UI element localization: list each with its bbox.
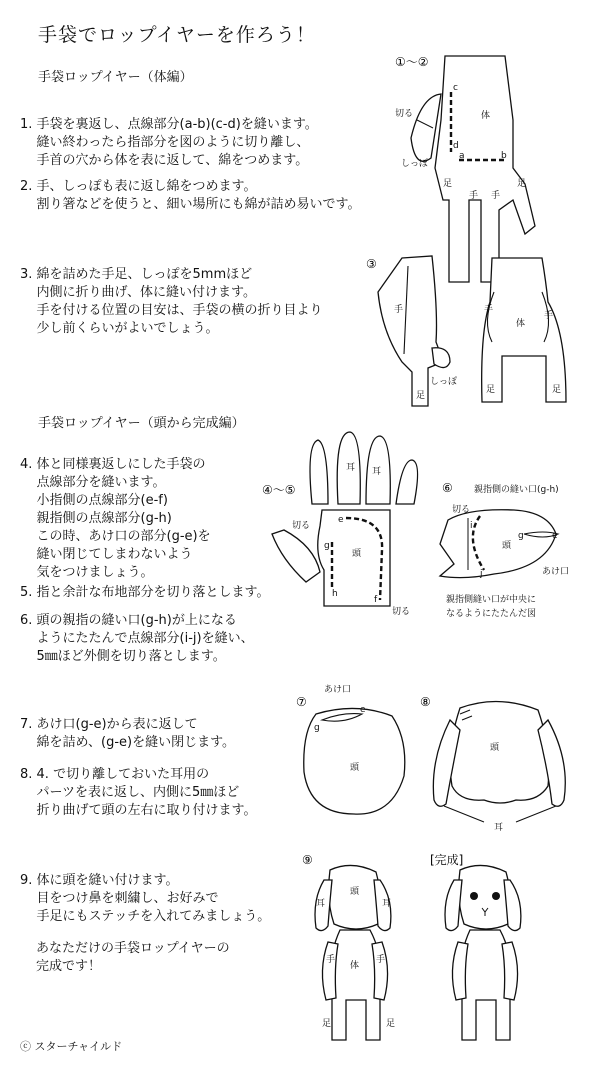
svg-text:足: 足	[322, 1019, 332, 1029]
svg-text:頭: 頭	[350, 887, 360, 897]
step-4: 4. 体と同様裏返しにした手袋の 点線部分を縫います。 小指側の点線部分(e-f) 親指側の点線部分(g-h) この時、あけ口の部分(g-e)を 縫い閉じてしまわないよう 気をつけましょう。	[20, 457, 211, 580]
figure-9	[300, 850, 410, 1050]
step-5: 5. 指と余計な布地部分を切り落とします。	[20, 585, 270, 600]
step-9: 9. 体に頭を縫い付けます。 目をつけ鼻を刺繍し、お好みで 手足にもステッチを入れてみましょう。	[20, 873, 271, 924]
svg-text:足: 足	[517, 179, 527, 189]
page-title: 手袋でロップイヤーを作ろう！	[38, 24, 316, 46]
head-with-ears	[450, 701, 549, 803]
svg-text:足: 足	[552, 385, 562, 395]
left-eye	[470, 892, 478, 900]
svg-text:なるようにたたんだ図: なるようにたたんだ図	[446, 609, 537, 619]
step-8: 8. 4. で切り離しておいた耳用の パーツを表に返し、内側に5㎜ほど 折り曲げて頭の左右に取り付けます。	[20, 767, 257, 818]
svg-text:足: 足	[486, 385, 496, 395]
svg-text:耳: 耳	[372, 467, 382, 477]
step-3: 3. 綿を詰めた手足、しっぽを5mmほど 内側に折り曲げ、体に縫い付けます。 手を付ける位置の目安は、手袋の横の折り目より 少し前くらいがよいでしょう。	[20, 267, 323, 336]
svg-text:手: 手	[491, 191, 501, 201]
svg-text:手: 手	[469, 191, 479, 201]
section-head-heading: 手袋ロップイヤー（頭から完成編）	[38, 416, 245, 431]
svg-text:g: g	[518, 531, 524, 541]
figure-number: ⑧	[420, 695, 431, 709]
fig9-head	[329, 865, 381, 929]
svg-text:e: e	[360, 705, 366, 715]
svg-text:切る: 切る	[395, 109, 414, 119]
front-body	[482, 258, 566, 402]
figure-number: ①～②	[395, 55, 429, 69]
svg-text:しっぽ: しっぽ	[430, 377, 458, 387]
figure-number: ⑨	[302, 853, 313, 867]
figure-3	[362, 252, 582, 417]
step-2: 2. 手、しっぽも表に返し綿をつめます。 割り箸などを使うと、細い場所にも綿が詰め易いです。	[20, 179, 361, 212]
svg-text:あけ口: あけ口	[542, 567, 570, 577]
figure-complete	[430, 850, 550, 1050]
folded-head	[440, 510, 556, 578]
cut-thumb	[272, 530, 320, 582]
svg-text:体: 体	[350, 961, 360, 971]
figure-6	[434, 478, 584, 628]
svg-text:体: 体	[481, 111, 491, 121]
step-7: 7. あけ口(g-e)から表に返して 綿を詰め、(g-e)を縫い閉じます。	[20, 717, 236, 750]
svg-text:耳: 耳	[346, 463, 356, 473]
right-eye	[492, 892, 500, 900]
svg-text:耳: 耳	[382, 899, 392, 909]
svg-text:a: a	[459, 151, 465, 161]
svg-text:切る: 切る	[452, 505, 471, 515]
svg-text:あけ口: あけ口	[324, 685, 352, 695]
svg-text:足: 足	[386, 1019, 396, 1029]
svg-text:頭: 頭	[350, 763, 360, 773]
svg-text:e: e	[338, 515, 344, 525]
svg-text:j: j	[480, 569, 483, 579]
svg-text:g: g	[314, 723, 320, 733]
svg-text:手: 手	[376, 955, 386, 965]
svg-text:耳: 耳	[316, 899, 326, 909]
svg-text:h: h	[332, 589, 338, 599]
figure-number: ④～⑤	[262, 483, 296, 497]
svg-text:手: 手	[394, 305, 404, 315]
glove-body-shape	[435, 56, 535, 282]
figure-8	[420, 690, 580, 840]
svg-text:手: 手	[544, 311, 554, 321]
svg-text:親指側縫い口が中央に: 親指側縫い口が中央に	[446, 595, 537, 605]
figure-4-5	[262, 430, 432, 630]
svg-text:切る: 切る	[292, 521, 311, 531]
svg-text:足: 足	[416, 391, 426, 401]
step-6: 6. 頭の親指の縫い口(g-h)が上になる ようにたたんで点線部分(i-j)を縫い、 5㎜ほど外側を切り落とします。	[20, 613, 254, 664]
svg-text:頭: 頭	[490, 743, 500, 753]
ear-finger-1	[310, 440, 328, 504]
svg-text:d: d	[453, 141, 459, 151]
side-tail	[432, 348, 450, 368]
figure-number: ③	[366, 257, 377, 271]
svg-text:しっぽ: しっぽ	[401, 159, 429, 169]
svg-text:c: c	[453, 83, 458, 93]
figure-number: ⑥	[442, 481, 453, 495]
figure-7	[296, 680, 416, 820]
svg-text:手: 手	[326, 955, 336, 965]
svg-text:手: 手	[484, 305, 494, 315]
svg-text:e: e	[552, 531, 558, 541]
svg-text:体: 体	[516, 319, 526, 329]
step-1: 1. 手袋を裏返し、点線部分(a-b)(c-d)を縫います。 縫い終わったら指部分を図のように切り離し、 手首の穴から体を表に返して、綿をつめます。	[20, 117, 318, 168]
svg-text:b: b	[501, 151, 507, 161]
ear-finger-4	[396, 460, 418, 504]
svg-text:耳: 耳	[494, 823, 504, 833]
svg-text:f: f	[374, 595, 378, 605]
svg-text:切る: 切る	[392, 607, 411, 617]
svg-text:g: g	[324, 541, 330, 551]
step-9-closing: あなただけの手袋ロップイヤーの 完成です！	[36, 941, 230, 974]
svg-text:頭: 頭	[502, 541, 512, 551]
svg-text:足: 足	[443, 179, 453, 189]
figure-1-2	[385, 50, 545, 240]
svg-text:i: i	[470, 521, 473, 531]
copyright: ⓒ スターチャイルド	[20, 1040, 123, 1053]
svg-text:頭: 頭	[352, 549, 362, 559]
svg-text:親指側の縫い口(g-h): 親指側の縫い口(g-h)	[474, 485, 559, 495]
section-body-heading: 手袋ロップイヤー（体編）	[38, 70, 193, 85]
figure-number: ⑦	[296, 695, 307, 709]
figure-number: [完成]	[430, 853, 464, 867]
